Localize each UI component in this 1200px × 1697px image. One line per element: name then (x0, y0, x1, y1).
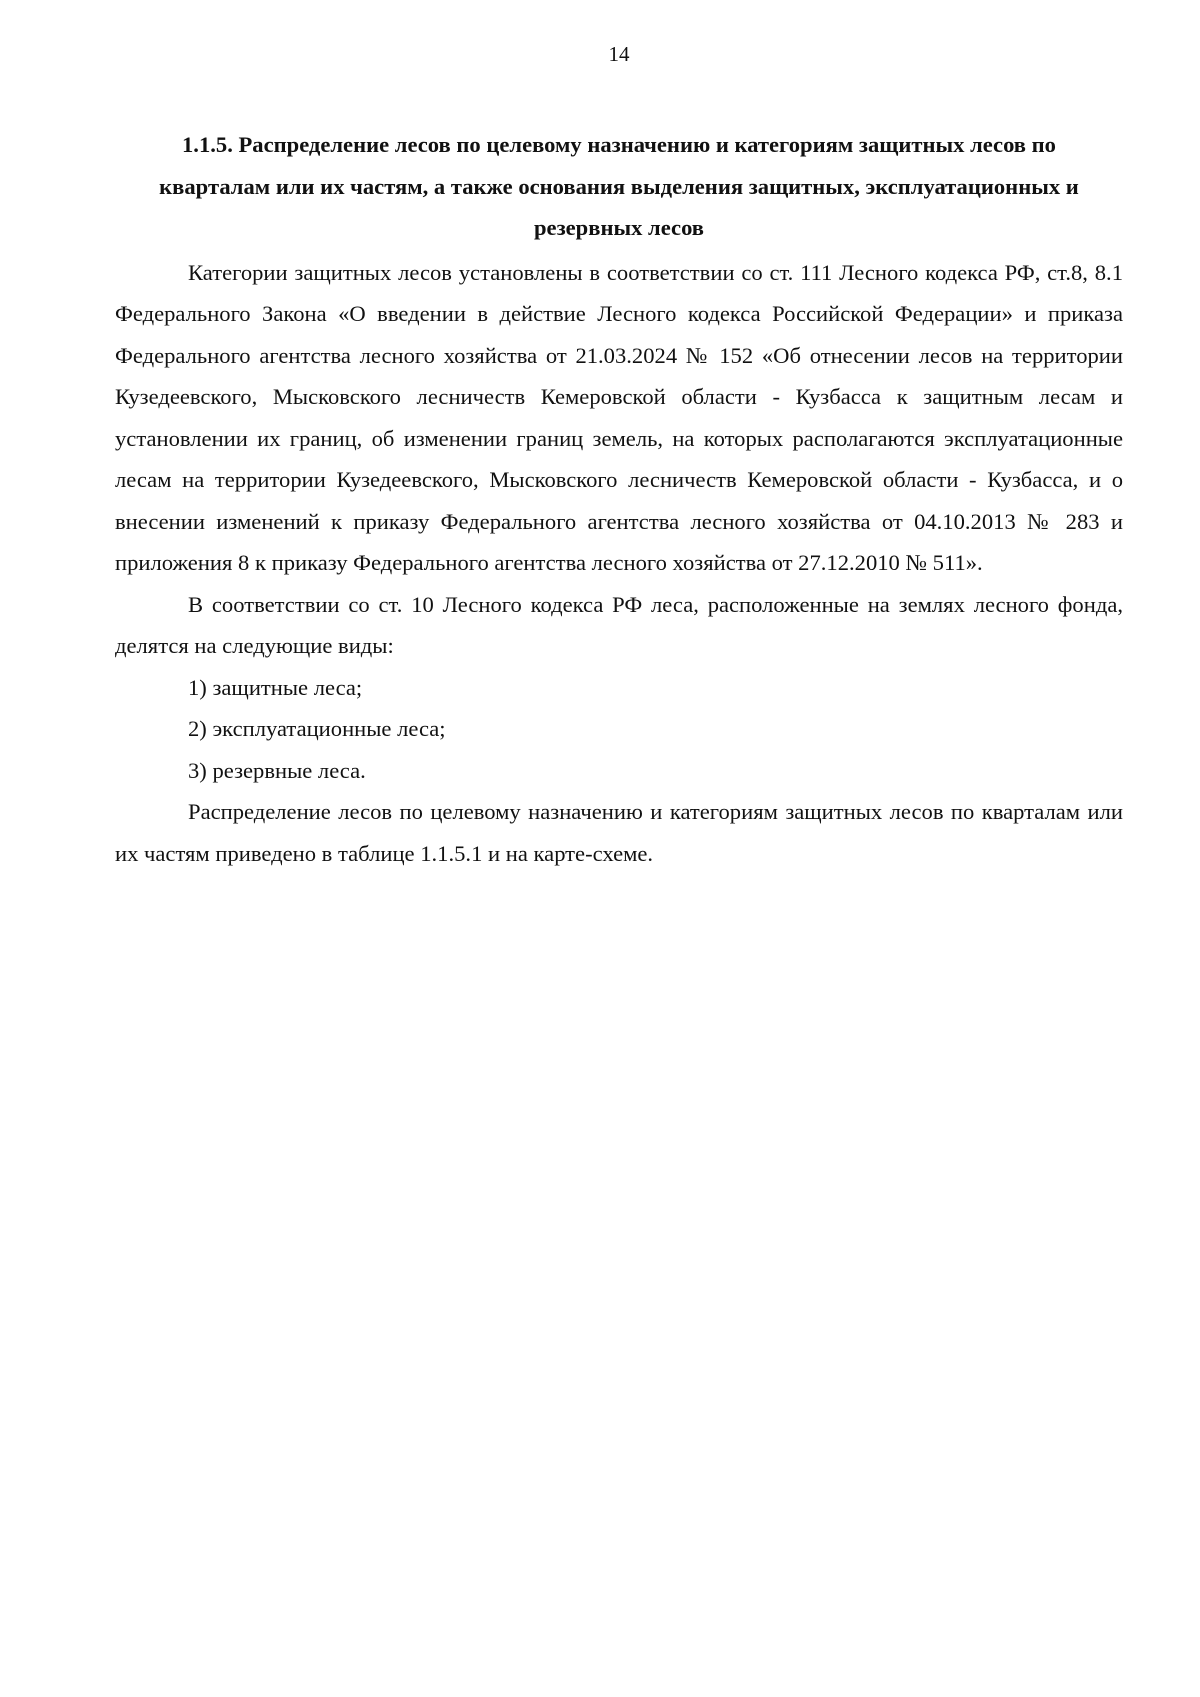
paragraph-protective-forest-categories: Категории защитных лесов установлены в соответствии со ст. 111 Лесного кодекса РФ, ст.8, 8.1 Федерального Закона «О введении в действие Лесного кодекса Российской Федерации» и приказа Федерального агентства лесного хозяйства от 21.03.2024 № 152 «Об отнесении лесов на территории Кузедеевского, Мысковского лесничеств Кемеровской области - Кузбасса к защитным лесам и установлении их границ, об изменении границ земель, на которых располагаются эксплуатационные лесам на территории Кузедеевского, Мысковского лесничеств Кемеровской области - Кузбасса, и о внесении изменений к приказу Федерального агентства лесного хозяйства от 04.10.2013 № 283 и приложения 8 к приказу Федерального агентства лесного хозяйства от 27.12.2010 № 511». (115, 259, 1123, 575)
section-heading-line-3: резервных лесов (533, 215, 705, 240)
paragraph-forest-types-intro: В соответствии со ст. 10 Лесного кодекса РФ леса, расположенные на землях лесного фонда, делятся на следующие виды: (115, 591, 1123, 658)
list-item-protective: 1) защитные леса; (188, 674, 363, 700)
page-number: 14 (608, 42, 630, 66)
list-item-reserve: 3) резервные леса. (188, 757, 366, 783)
section-heading (115, 124, 1123, 249)
paragraph-distribution-reference: Распределение лесов по целевому назначению и категориям защитных лесов по кварталам или их частям приведено в таблице 1.1.5.1 и на карте-схеме. (115, 799, 1123, 866)
section-heading-line-1: 1.1.5. Распределение лесов по целевому назначению и категориям защитных лесов по (182, 132, 1056, 157)
list-item-operational: 2) эксплуатационные леса; (188, 716, 446, 741)
document-body (115, 124, 1123, 874)
section-heading-line-2: кварталам или их частям, а также основания выделения защитных, эксплуатационных и (159, 173, 1079, 199)
